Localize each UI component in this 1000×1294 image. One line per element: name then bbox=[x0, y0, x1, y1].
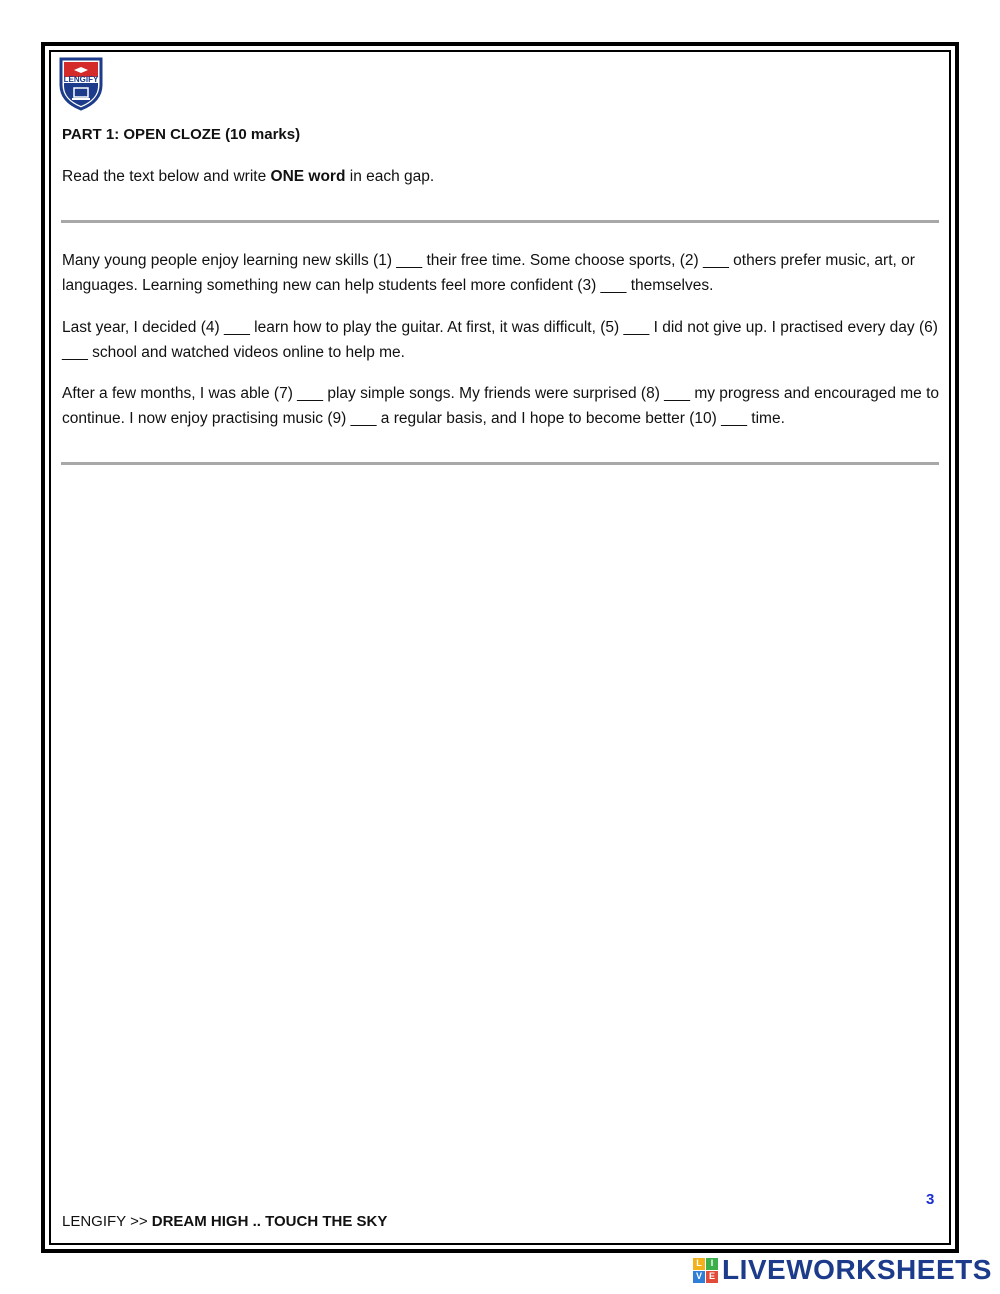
footer bbox=[62, 1213, 387, 1230]
instructions-before: Read the text below and write bbox=[62, 168, 271, 185]
instructions bbox=[62, 168, 434, 186]
passage-paragraph-3: After a few months, I was able (7) ___ play simple songs. My friends were surprised (8) ___ my progress and encouraged me to continue. I now enjoy practising music (9) ___ a regular basis, and I hope to become better (10) ___ time. bbox=[62, 385, 940, 427]
logo-text: LENGIFY bbox=[63, 75, 99, 84]
liveworksheets-blocks-icon bbox=[693, 1258, 718, 1283]
footer-slogan: DREAM HIGH .. TOUCH THE SKY bbox=[151, 1213, 388, 1230]
divider-bottom bbox=[61, 462, 939, 465]
passage-paragraph-1: Many young people enjoy learning new skills (1) ___ their free time. Some choose sports, (2) ___ others prefer music, art, or languages. Learning something new can help students feel more confident (3) ___ themselves. bbox=[62, 252, 915, 294]
page-number: 3 bbox=[926, 1191, 935, 1208]
instructions-after: in each gap. bbox=[345, 168, 435, 185]
liveworksheets-brand[interactable] bbox=[693, 1256, 992, 1284]
lw-block-v: V bbox=[693, 1271, 705, 1283]
instructions-emphasis: ONE word bbox=[270, 168, 346, 185]
lw-block-l: L bbox=[693, 1258, 705, 1270]
lw-block-i: I bbox=[706, 1258, 718, 1270]
footer-prefix: LENGIFY >> bbox=[62, 1213, 152, 1230]
divider-top bbox=[61, 220, 939, 223]
lengify-logo bbox=[57, 55, 105, 111]
page-border-inner bbox=[49, 50, 951, 1245]
liveworksheets-wordmark: LIVEWORKSHEETS bbox=[722, 1254, 992, 1285]
passage-paragraph-2: Last year, I decided (4) ___ learn how to play the guitar. At first, it was difficult, (5) ___ I did not give up. I practised every day (6) ___ school and watched videos online to help me. bbox=[62, 319, 938, 361]
lw-block-e: E bbox=[706, 1271, 718, 1283]
part-title: PART 1: OPEN CLOZE (10 marks) bbox=[62, 126, 301, 143]
